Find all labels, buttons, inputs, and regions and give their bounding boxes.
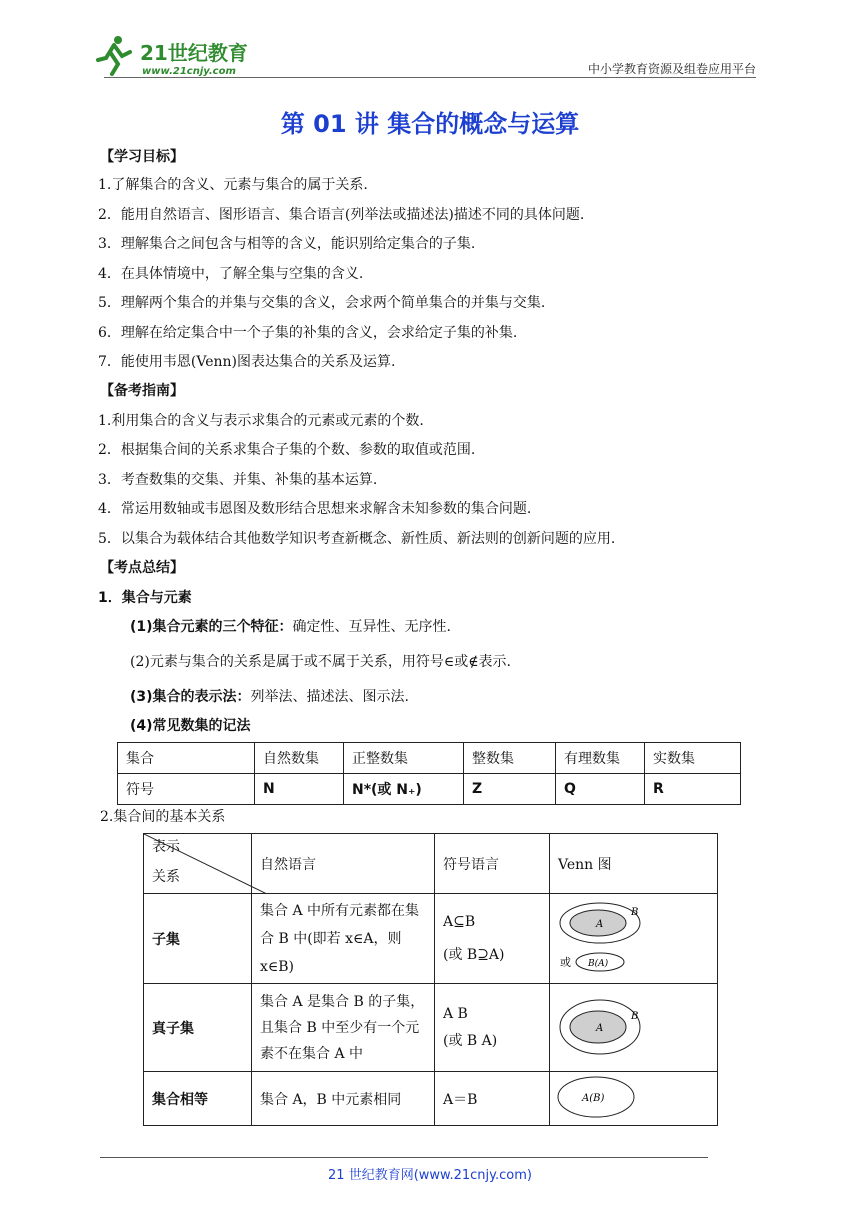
- row-label: 子集: [144, 894, 252, 984]
- section-1-heading: 1．集合与元素: [98, 590, 192, 606]
- corner-top-label: 表示: [152, 839, 180, 855]
- relations-table: [143, 833, 718, 1126]
- table-cell: 符号: [118, 774, 255, 805]
- summary-heading: 【考点总结】: [100, 560, 184, 576]
- guide-item: 3．考查数集的交集、并集、补集的基本运算.: [98, 472, 378, 488]
- table-cell: 正整数集: [344, 743, 464, 774]
- venn-proper-subset-diagram: [550, 985, 700, 1071]
- natural-cell: 集合 A 是集合 B 的子集，且集合 B 中至少有一个元素不在集合 A 中: [252, 984, 435, 1072]
- learning-goals-heading: 【学习目标】: [100, 149, 184, 165]
- table-row: [144, 894, 718, 984]
- page-title: 第 01 讲 集合的概念与运算: [280, 110, 580, 138]
- table-row: [144, 984, 718, 1072]
- table-cell: 有理数集: [556, 743, 645, 774]
- goal-item: 7．能使用韦恩(Venn)图表达集合的关系及运算.: [98, 354, 396, 370]
- goal-item: 1.了解集合的含义、元素与集合的属于关系.: [98, 177, 368, 193]
- platform-name: 中小学教育资源及组卷应用平台: [587, 62, 756, 76]
- summary-point-1: (1)集合元素的三个特征：确定性、互异性、无序性.: [130, 619, 451, 635]
- section-2-heading: 2.集合间的基本关系: [100, 809, 226, 825]
- venn-subset-diagram: [550, 895, 700, 983]
- guide-item: 5．以集合为载体结合其他数学知识考查新概念、新性质、新法则的创新问题的应用.: [98, 531, 616, 547]
- runner-icon: [98, 36, 130, 74]
- corner-bottom-label: 关系: [152, 869, 180, 885]
- table-cell: N*(或 N₊): [344, 774, 464, 805]
- header-divider: [104, 77, 756, 78]
- summary-point-3: (3)集合的表示法：列举法、描述法、图示法.: [130, 689, 409, 705]
- table-cell: R: [645, 774, 741, 805]
- table-cell: 集合: [118, 743, 255, 774]
- symbol-cell: A⊆B (或 B⊇A): [435, 894, 550, 984]
- row-label: 真子集: [144, 984, 252, 1072]
- svg-text:B(A): B(A): [588, 958, 609, 969]
- table-cell: N: [255, 774, 344, 805]
- symbol-cell: A B (或 B A): [435, 984, 550, 1072]
- table-cell: 整数集: [464, 743, 556, 774]
- natural-cell: 集合 A 中所有元素都在集合 B 中(即若 x∈A，则 x∈B): [252, 894, 435, 984]
- number-sets-table: [117, 742, 741, 805]
- header-cell: Venn 图: [550, 834, 718, 894]
- goal-item: 4．在具体情境中，了解全集与空集的含义.: [98, 266, 364, 282]
- guide-item: 2．根据集合间的关系求集合子集的个数、参数的取值或范围.: [98, 442, 476, 458]
- corner-cell: [144, 834, 252, 894]
- natural-cell: 集合 A，B 中元素相同: [252, 1072, 435, 1126]
- table-cell: Z: [464, 774, 556, 805]
- venn-cell: [550, 984, 718, 1072]
- header-cell: 自然语言: [252, 834, 435, 894]
- logo-url: www.21cnjy.com: [142, 66, 236, 77]
- table-cell: 实数集: [645, 743, 741, 774]
- goal-item: 3．理解集合之间包含与相等的含义，能识别给定集合的子集.: [98, 236, 476, 252]
- goal-item: 2．能用自然语言、图形语言、集合语言(列举法或描述法)描述不同的具体问题.: [98, 207, 585, 223]
- exam-guide-heading: 【备考指南】: [100, 383, 184, 399]
- svg-text:B: B: [631, 906, 639, 918]
- summary-point-2: (2)元素与集合的关系是属于或不属于关系，用符号∈或∉表示.: [130, 654, 512, 670]
- svg-text:或: 或: [560, 955, 571, 969]
- table-row: [144, 834, 718, 894]
- venn-equal-diagram: [550, 1073, 700, 1125]
- table-cell: Q: [556, 774, 645, 805]
- symbol-cell: A＝B: [435, 1072, 550, 1126]
- svg-text:A: A: [596, 1022, 604, 1034]
- goal-item: 6．理解在给定集合中一个子集的补集的含义，会求给定子集的补集.: [98, 325, 518, 341]
- table-row: [144, 1072, 718, 1126]
- venn-cell: [550, 894, 718, 984]
- header-cell: 符号语言: [435, 834, 550, 894]
- table-row: [118, 743, 741, 774]
- svg-text:B: B: [631, 1010, 639, 1022]
- logo: [96, 34, 256, 78]
- goal-item: 5．理解两个集合的并集与交集的含义，会求两个简单集合的并集与交集.: [98, 295, 546, 311]
- summary-point-4: (4)常见数集的记法: [130, 718, 251, 734]
- svg-text:A(B): A(B): [582, 1092, 605, 1104]
- table-cell: 自然数集: [255, 743, 344, 774]
- footer-text: 21 世纪教育网(www.21cnjy.com): [328, 1168, 532, 1183]
- guide-item: 4．常运用数轴或韦恩图及数形结合思想来求解含未知参数的集合问题.: [98, 501, 532, 517]
- row-label: 集合相等: [144, 1072, 252, 1126]
- venn-cell: [550, 1072, 718, 1126]
- svg-text:A: A: [596, 918, 604, 930]
- footer-divider: [100, 1157, 708, 1158]
- page-header: [0, 0, 860, 80]
- logo-main: 21世纪教育: [140, 41, 248, 65]
- guide-item: 1.利用集合的含义与表示求集合的元素或元素的个数.: [98, 413, 424, 429]
- table-row: [118, 774, 741, 805]
